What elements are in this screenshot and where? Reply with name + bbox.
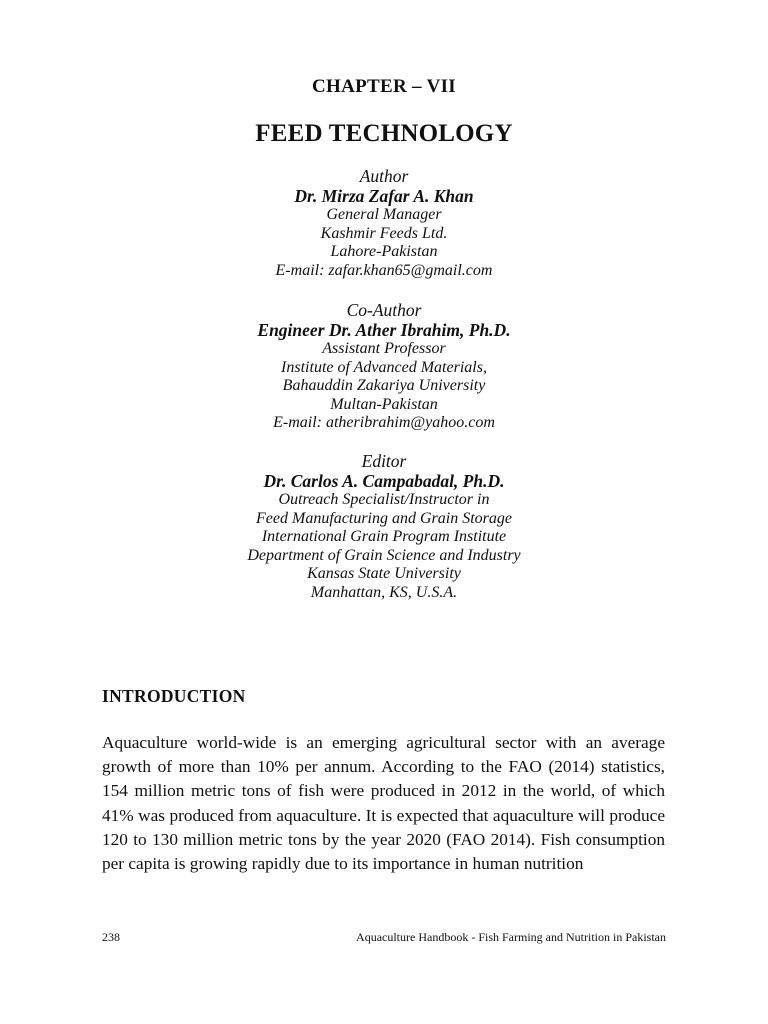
editor-name: Dr. Carlos A. Campabadal, Ph.D. [263,471,505,491]
editor-department: Department of Grain Science and Industry [247,546,521,564]
chapter-label: CHAPTER – VII [312,76,456,97]
author-name: Dr. Mirza Zafar A. Khan [294,186,474,206]
author-role: Author [359,166,409,186]
editor-specialty: Feed Manufacturing and Grain Storage [256,509,512,527]
page-number: 238 [102,930,120,944]
author-credit [0,166,768,280]
editor-institute: International Grain Program Institute [261,528,507,545]
co-author-university: Bahauddin Zakariya University [282,377,486,394]
author-title: General Manager [326,206,442,223]
introduction-heading: INTRODUCTION [102,686,246,706]
co-author-role: Co-Author [346,300,422,320]
editor-location: Manhattan, KS, U.S.A. [310,583,458,601]
introduction-paragraph: Aquaculture world-wide is an emerging agricultural sector with an average growth of more than 10% per annum. According to the FAO (2014) statistics, 154 million metric tons of fish were produced in 2012 in the world, of which 41% was produced from aquaculture. It is expected that aquaculture will produce 120 to 130 million metric tons by the year 2020 (FAO 2014). Fish consumption per capita is growing rapidly due to its importance in human nutrition [102,733,665,874]
editor-role: Editor [361,451,407,471]
co-author-credit [0,300,768,433]
author-organization: Kashmir Feeds Ltd. [320,224,448,242]
editor-university: Kansas State University [307,565,461,582]
co-author-title: Assistant Professor [322,340,446,357]
footer-book-title: Aquaculture Handbook - Fish Farming and Nutrition in Pakistan [356,930,666,944]
co-author-location: Multan-Pakistan [330,395,438,413]
chapter-title: FEED TECHNOLOGY [255,120,513,147]
co-author-name: Engineer Dr. Ather Ibrahim, Ph.D. [257,320,511,340]
author-location: Lahore-Pakistan [330,243,438,260]
co-author-email: E-mail: atheribrahim@yahoo.com [273,414,495,431]
editor-credit [0,451,768,602]
author-email: E-mail: zafar.khan65@gmail.com [275,261,493,279]
editor-title: Outreach Specialist/Instructor in [278,491,490,508]
co-author-institute: Institute of Advanced Materials, [281,358,487,376]
